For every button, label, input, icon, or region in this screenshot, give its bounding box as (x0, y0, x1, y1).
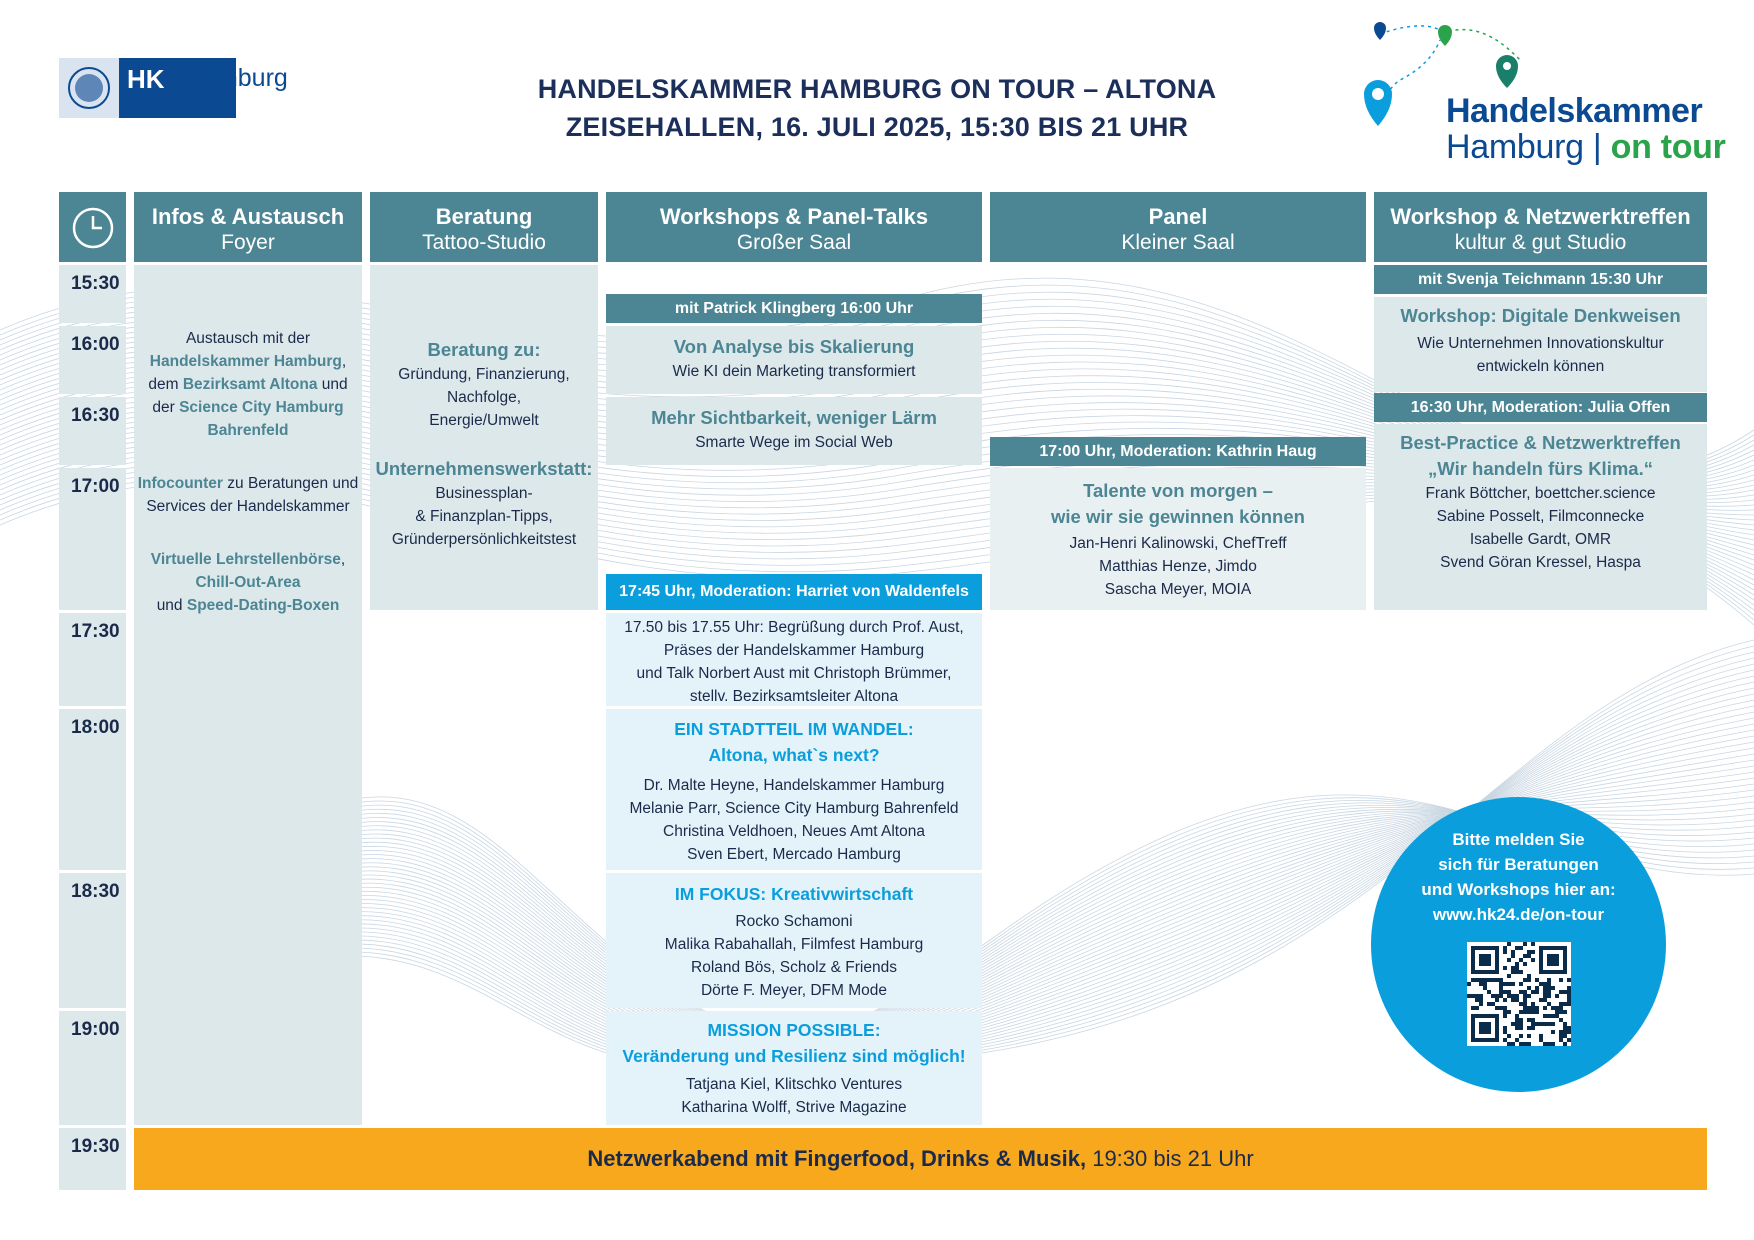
on-tour-brand-logo (1360, 20, 1726, 170)
infos-text (134, 350, 362, 373)
session-title: Workshop: Digitale Denkweisen (1400, 305, 1681, 326)
moderation-bar: 17:45 Uhr, Moderation: Harriet von Waldenfels (606, 574, 982, 610)
hk-hamburg-logo (59, 58, 289, 118)
panel-talk-1 (606, 709, 982, 870)
session-subtitle: Smarte Wege im Social Web (695, 434, 893, 451)
hk-logo-city: Hamburg (185, 64, 288, 92)
infos-highlight: Handelskammer Hamburg (149, 353, 342, 370)
time-slot: 16:00 (59, 326, 126, 394)
speaker: Melanie Parr, Science City Hamburg Bahrenfeld (629, 800, 959, 817)
infos-highlight: Virtuelle Lehrstellenbörse (150, 551, 341, 568)
column-header-infos (134, 192, 362, 262)
workshop-host-bar: mit Patrick Klingberg 16:00 Uhr (606, 294, 982, 323)
best-practice-session (1374, 424, 1707, 610)
beratung-text: Gründung, Finanzierung, (398, 366, 570, 383)
time-slot: 15:30 (59, 265, 126, 323)
speaker: Rocko Schamoni (735, 913, 853, 930)
infos-text: der (152, 399, 180, 416)
beratung-title: Beratung zu: (427, 339, 541, 360)
column-room: Foyer (221, 231, 275, 254)
hk-logo-text: HK (127, 64, 165, 94)
column-title: Beratung (435, 204, 533, 229)
title-line-2: ZEISEHALLEN, 16. JULI 2025, 15:30 BIS 21 UHR (565, 112, 1189, 142)
speaker: Isabelle Gardt, OMR (1469, 531, 1612, 548)
infos-highlight: Bahrenfeld (207, 422, 289, 439)
column-title: Workshops & Panel-Talks (659, 204, 929, 229)
time-slot: 18:30 (59, 873, 126, 1008)
session-subtitle: entwickeln können (1476, 358, 1605, 375)
beratung-text: Energie/Umwelt (429, 412, 539, 429)
signup-text: sich für Beratungen (1438, 855, 1599, 874)
session-title: wie wir sie gewinnen können (1051, 506, 1305, 527)
session-subtitle: Wie KI dein Marketing transformiert (672, 363, 916, 380)
speaker: Sven Ebert, Mercado Hamburg (687, 846, 901, 863)
greeting-block (606, 613, 982, 706)
session-subtitle: Wie Unternehmen Innovationskultur (1417, 335, 1664, 352)
infos-block (134, 265, 362, 1125)
brand-line-1: Handelskammer (1446, 92, 1703, 130)
signup-circle (1371, 797, 1666, 1092)
speaker: Sabine Posselt, Filmconnecke (1436, 508, 1645, 525)
column-room: Großer Saal (736, 231, 852, 254)
session-title: Talente von morgen – (1083, 480, 1273, 501)
infos-highlight: Science City Hamburg (179, 399, 344, 416)
speaker: Sascha Meyer, MOIA (1104, 581, 1252, 598)
infos-text: , (340, 551, 346, 568)
panel-talk-3 (606, 1011, 982, 1125)
speaker: Dörte F. Meyer, DFM Mode (700, 982, 888, 999)
infos-text: und (156, 597, 187, 614)
talk-title: MISSION POSSIBLE: (707, 1020, 881, 1040)
netzwerk-host-bar: mit Svenja Teichmann 15:30 Uhr (1374, 265, 1707, 294)
beratung-block (370, 265, 598, 610)
greeting-text: 17.50 bis 17.55 Uhr: Begrüßung durch Prof. Aust, (624, 619, 964, 636)
networking-evening-bar (134, 1128, 1707, 1190)
speaker: Jan-Henri Kalinowski, ChefTreff (1069, 535, 1287, 552)
page-title (400, 70, 1354, 146)
time-slot: 17:00 (59, 468, 126, 610)
time-slot: 17:30 (59, 613, 126, 706)
infos-text (134, 548, 362, 571)
infos-text: zu Beratungen und (222, 475, 359, 492)
title-line-1: HANDELSKAMMER HAMBURG ON TOUR – ALTONA (537, 74, 1217, 104)
netzwerk-moderation-bar: 16:30 Uhr, Moderation: Julia Offen (1374, 393, 1707, 422)
talk-title: EIN STADTTEIL IM WANDEL: (674, 719, 914, 739)
panel-talk-2 (606, 873, 982, 1008)
infos-text: und (317, 376, 348, 393)
beratung-text: Gründerpersönlichkeitstest (391, 531, 577, 548)
session-title: Mehr Sichtbarkeit, weniger Lärm (651, 407, 937, 428)
beratung-text: Nachfolge, (446, 389, 522, 406)
greeting-text: und Talk Norbert Aust mit Christoph Brümmer, (636, 665, 952, 682)
clock-header-cell (59, 192, 126, 262)
infos-highlight: Speed-Dating-Boxen (186, 597, 340, 614)
speaker: Katharina Wolff, Strive Magazine (681, 1099, 907, 1116)
column-room: Kleiner Saal (1121, 231, 1235, 254)
greeting-text: stellv. Bezirksamtsleiter Altona (689, 688, 899, 705)
speaker: Malika Rabahallah, Filmfest Hamburg (664, 936, 924, 953)
column-room: Tattoo-Studio (422, 231, 546, 254)
talk-title: Veränderung und Resilienz sind möglich! (622, 1046, 966, 1066)
column-title: Panel (1148, 204, 1208, 229)
footer-bold-text: Netzwerkabend mit Fingerfood, Drinks & Musik, (587, 1146, 1087, 1171)
infos-highlight: Infocounter (137, 475, 223, 492)
clock-icon (71, 206, 115, 250)
session-title: Von Analyse bis Skalierung (673, 336, 915, 357)
infos-highlight: Bezirksamt Altona (182, 376, 318, 393)
beratung-text: & Finanzplan-Tipps, (415, 508, 553, 525)
speaker: Christina Veldhoen, Neues Amt Altona (663, 823, 925, 840)
time-slot: 19:00 (59, 1011, 126, 1125)
speaker: Svend Göran Kressel, Haspa (1440, 554, 1641, 571)
qr-code-icon[interactable] (1467, 942, 1571, 1046)
column-header-netzwerk (1374, 192, 1707, 262)
session-title: „Wir handeln fürs Klima.“ (1428, 458, 1653, 479)
signup-url[interactable]: www.hk24.de/on-tour (1432, 905, 1605, 924)
panel-session (990, 468, 1366, 610)
workshop-session-1 (606, 326, 982, 394)
infos-text: Austausch mit der (185, 330, 311, 347)
speaker: Frank Böttcher, boettcher.science (1425, 485, 1656, 502)
time-slot: 16:30 (59, 397, 126, 465)
column-header-panel (990, 192, 1366, 262)
werkstatt-title: Unternehmenswerkstatt: (375, 458, 593, 479)
speaker: Roland Bös, Scholz & Friends (691, 959, 897, 976)
netzwerk-workshop (1374, 297, 1707, 392)
infos-text: Services der Handelskammer (146, 498, 350, 515)
speaker: Tatjana Kiel, Klitschko Ventures (685, 1076, 903, 1093)
workshop-session-2 (606, 397, 982, 465)
infos-text: dem (148, 376, 183, 393)
time-slot: 19:30 (59, 1128, 126, 1190)
time-slot: 18:00 (59, 709, 126, 870)
infos-highlight: Chill-Out-Area (195, 574, 301, 591)
column-header-workshops (606, 192, 982, 262)
column-room: kultur & gut Studio (1454, 231, 1627, 254)
column-title: Workshop & Netzwerktreffen (1390, 204, 1691, 229)
talk-title: Altona, what`s next? (708, 745, 880, 765)
infos-text (134, 373, 362, 396)
speaker: Dr. Malte Heyne, Handelskammer Hamburg (643, 777, 945, 794)
brand-city: Hamburg (1446, 128, 1584, 166)
session-title: Best-Practice & Netzwerktreffen (1400, 432, 1681, 453)
column-header-beratung (370, 192, 598, 262)
hk-seal-icon (59, 58, 119, 118)
speaker: Matthias Henze, Jimdo (1099, 558, 1257, 575)
greeting-text: Präses der Handelskammer Hamburg (663, 642, 925, 659)
brand-ontour: on tour (1610, 128, 1726, 166)
talk-title: IM FOKUS: Kreativwirtschaft (674, 884, 914, 904)
footer-time-text: 19:30 bis 21 Uhr (1086, 1146, 1254, 1171)
infos-text (134, 472, 362, 495)
panel-moderation-bar: 17:00 Uhr, Moderation: Kathrin Haug (990, 437, 1366, 466)
beratung-text: Businessplan- (435, 485, 533, 502)
signup-text: und Workshops hier an: (1421, 880, 1616, 899)
column-title: Infos & Austausch (151, 204, 345, 229)
signup-text: Bitte melden Sie (1452, 830, 1585, 849)
infos-text (134, 396, 362, 419)
infos-text (134, 594, 362, 617)
brand-line-2: Hamburg | on tour (1446, 128, 1726, 166)
infos-text: , (341, 353, 347, 370)
